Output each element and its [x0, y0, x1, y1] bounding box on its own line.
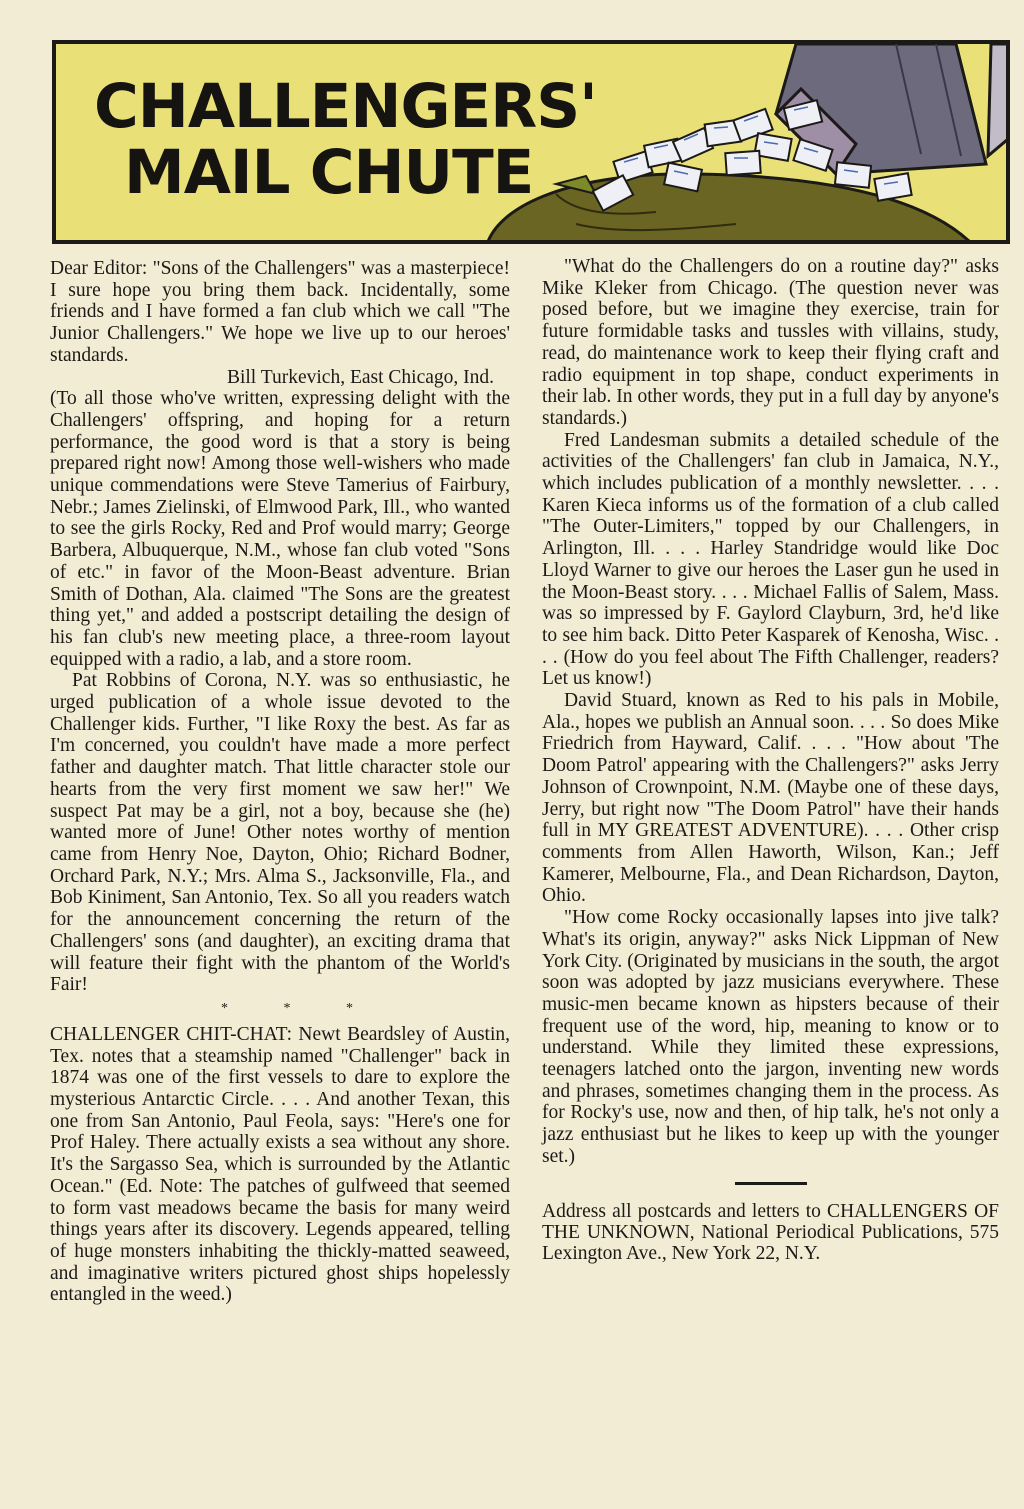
paragraph-routine-day: "What do the Challengers do on a routine day?" asks Mike Kleker from Chicago. (The question never was posed before, but we imagine they exercise, train for future formidable tasks and tussles with villains, study, read, do maintenance work to keep their flying craft and radio equipment in top shape, conduct experiments in their lab. In other words, they put in a full day by anyone's standards.) [542, 256, 999, 429]
divider-rule [735, 1182, 807, 1185]
page-title [94, 71, 597, 208]
letter-signature: Bill Turkevich, East Chicago, Ind. [226, 366, 494, 388]
title-line-1: CHALLENGERS' [94, 71, 597, 142]
paragraph-jive-talk: "How come Rocky occasionally lapses into jive talk? What's its origin, anyway?" asks Nick Lippman of New York City. (Originated by musicians in the south, the argot soon was adopted by jazz musicians everywhere. These music-men became known as hipsters because of their frequent use of the word, hip, meaning to know or to understand. While they limited these expressions, teenagers latched onto the jargon, inventing new words and phrases, sometimes changing them in the process. As for Rocky's use, now and then, of hip talk, he's not only a jazz enthusiast but he likes to keep up with the younger set.) [542, 907, 999, 1167]
left-column [50, 258, 510, 1306]
letter-turkevich: Dear Editor: "Sons of the Challengers" was a masterpiece! I sure hope you bring them back. Incidentally, some friends and I have formed a fan club which we call "The Junior Challengers." We hope we live up to our heroes' standards. [50, 258, 510, 366]
title-line-2: MAIL CHUTE [124, 137, 534, 208]
paragraph-annual: David Stuard, known as Red to his pals in Mobile, Ala., hopes we publish an Annual soon. . . . So does Mike Friedrich from Hayward, Calif. . . . "How about 'The Doom Patrol' appearing with the Challengers?" asks Jerry Johnson of Crownpoint, N.M. (Maybe one of these days, Jerry, but right now "The Doom Patrol" have their hands full in MY GREATEST ADVENTURE). . . . Other crisp comments from Allen Haworth, Wilson, Kan.; Jeff Kamerer, Melbourne, Fla., and Dean Richardson, Dayton, Ohio. [542, 690, 999, 907]
chit-chat-paragraph: CHALLENGER CHIT-CHAT: Newt Beardsley of Austin, Tex. notes that a steamship named "Challenger" back in 1874 was one of the first vessels to dare to explore the mysterious Antarctic Circle. . . . And another Texan, this one from San Antonio, Paul Feola, says: "Here's one for Prof Haley. There actually exists a sea without any shore. It's the Sargasso Sea, which is surrounded by the Atlantic Ocean." (Ed. Note: The patches of gulfweed that seemed to form vast meadows became the basis for many weird things years after its discovery. Legends appeared, telling of huge monsters inhabiting the thickly-matted seaweed, and imaginative writers pictured ghost ships hopelessly entangled in the weed.) [50, 1023, 510, 1306]
editor-reply-sons: (To all those who've written, expressing delight with the Challengers' offspring, and hoping for a return performance, the good word is that a story is being prepared right now! Among those well-wishers who made unique commendations were Steve Tamerius of Fairbury, Nebr.; James Zielinski, of Elmwood Park, Ill., who wanted to see the girls Rocky, Red and Prof would marry; George Barbera, Albuquerque, N.M., whose fan club voted "Sons of etc." in favor of the Moon-Beast adventure. Brian Smith of Dothan, Ala. claimed "The Sons are the greatest thing yet," and added a postscript detailing the design of his fan club's new meeting place, a three-room layout equipped with a radio, a lab, and a store room. [50, 388, 510, 670]
mail-chute-header-panel [52, 40, 1010, 244]
paragraph-pat-robbins: Pat Robbins of Corona, N.Y. was so enthusiastic, he urged publication of a whole issue devoted to the Challenger kids. Further, "I like Roxy the best. As far as I'm concerned, you couldn't have made a more perfect father and daughter match. That little character stole our hearts from the very first moment we saw her!" We suspect Pat may be a girl, not a boy, because she (he) wanted more of June! Other notes worthy of mention came from Henry Noe, Dayton, Ohio; Richard Bodner, Orchard Park, N.Y.; Mrs. Alma S., Jacksonville, Fla., and Bob Kiniment, San Antonio, Tex. So all you readers watch for the announcement concerning the return of the Challengers' sons (and daughter), an exciting drama that will feature their fight with the phantom of the World's Fair! [50, 670, 510, 996]
mailing-address: Address all postcards and letters to CHALLENGERS OF THE UNKNOWN, National Periodical Publications, 575 Lexington Ave., New York 22, N.Y. [542, 1200, 999, 1264]
right-column [542, 256, 999, 1264]
section-separator: * * * [221, 1000, 379, 1016]
paragraph-fan-clubs: Fred Landesman submits a detailed schedule of the activities of the Challengers' fan club in Jamaica, N.Y., which includes publication of a monthly newsletter. . . . Karen Kieca informs us of the formation of a club called "The Outer-Limiters," topped by our Challengers, in Arlington, Ill. . . . Harley Standridge would like Doc Lloyd Warner to give our heroes the Laser gun he used in the Moon-Beast story. . . . Michael Fallis of Salem, Mass. was so impressed by F. Gaylord Clayburn, 3rd, he'd like to see him back. Ditto Peter Kasparek of Kenosha, Wisc. . . . (How do you feel about The Fifth Challenger, readers? Let us know!) [542, 429, 999, 690]
